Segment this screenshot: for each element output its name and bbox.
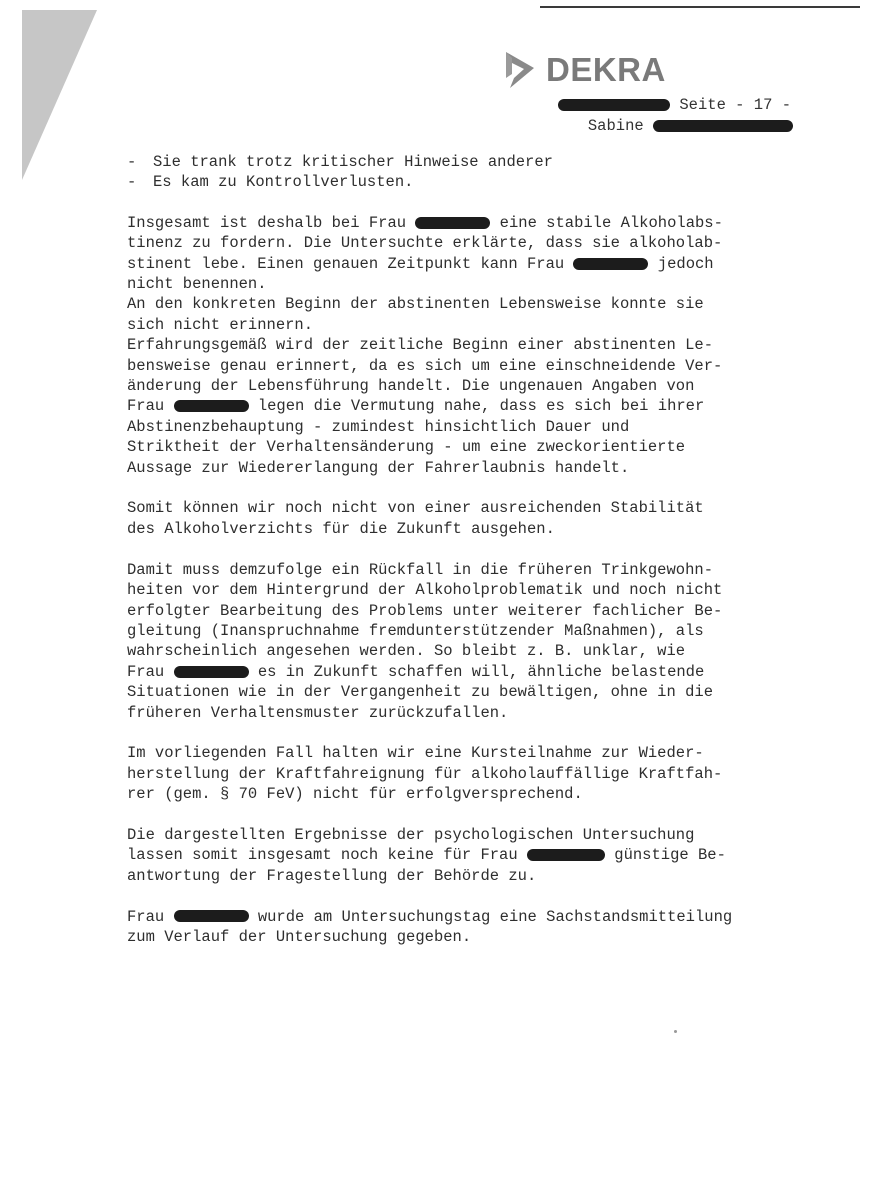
text-line: jedoch: [648, 254, 714, 273]
text-line: Abstinenzbehauptung - zumindest hinsichtlich Dauer und: [127, 417, 630, 436]
text-line: Striktheit der Verhaltensänderung - um eine zweckorientierte: [127, 438, 686, 457]
dekra-logo: [500, 46, 666, 94]
text-line: Damit muss demzufolge ein Rückfall in die früheren Trinkgewohn-: [127, 560, 713, 579]
text-line: Somit können wir noch nicht von einer ausreichenden Stabilität: [127, 499, 704, 518]
redaction-mark: [174, 910, 249, 922]
text-line: Insgesamt ist deshalb bei Frau: [127, 213, 416, 232]
text-line: gleitung (Inanspruchnahme fremdunterstützender Maßnahmen), als: [127, 621, 704, 640]
text-line: legen die Vermutung nahe, dass es sich bei ihrer: [248, 397, 705, 416]
redaction-mark: [527, 849, 605, 861]
text-line: Frau: [127, 907, 174, 926]
text-line: wurde am Untersuchungstag eine Sachstandsmitteilung: [248, 907, 733, 926]
paragraph: [127, 825, 797, 886]
paragraph: [127, 498, 797, 539]
page-number: Seite - 17 -: [679, 96, 791, 114]
text-line: Die dargestellten Ergebnisse der psychologischen Untersuchung: [127, 825, 695, 844]
dekra-arrow-icon: [500, 48, 540, 92]
text-line: Situationen wie in der Vergangenheit zu bewältigen, ohne in die: [127, 683, 713, 702]
text-line: eine stabile Alkoholabs-: [490, 213, 723, 232]
header-page-line: [558, 95, 791, 115]
paragraph: [127, 213, 797, 295]
text-line: früheren Verhaltensmuster zurückzufallen.: [127, 703, 509, 722]
scan-speck: [674, 1030, 677, 1033]
text-line: Erfahrungsgemäß wird der zeitliche Beginn einer abstinenten Le-: [127, 336, 713, 355]
text-line: es in Zukunft schaffen will, ähnliche belastende: [248, 662, 705, 681]
text-line: zum Verlauf der Untersuchung gegeben.: [127, 927, 472, 946]
paragraph: [127, 907, 797, 948]
redaction-mark: [558, 99, 670, 111]
redaction-mark: [573, 258, 648, 270]
text-line: tinenz zu fordern. Die Untersuchte erklärte, dass sie alkoholab-: [127, 234, 723, 253]
header-first-name: Sabine: [587, 117, 644, 135]
text-line: Frau: [127, 397, 174, 416]
redaction-mark: [415, 217, 490, 229]
text-line: stinent lebe. Einen genauen Zeitpunkt kann Frau: [127, 254, 574, 273]
top-rule: [540, 6, 860, 8]
text-line: herstellung der Kraftfahreignung für alkoholauffällige Kraftfah-: [127, 764, 723, 783]
text-line: lassen somit insgesamt noch keine für Frau: [127, 846, 527, 865]
list-item: - Sie trank trotz kritischer Hinweise anderer: [127, 152, 797, 172]
text-line: sich nicht erinnern.: [127, 315, 314, 334]
bullet-list: [127, 152, 797, 193]
text-line: Frau: [127, 662, 174, 681]
text-line: nicht benennen.: [127, 275, 267, 294]
text-line: antwortung der Fragestellung der Behörde zu.: [127, 866, 537, 885]
header-name-line: [588, 116, 793, 136]
dekra-logo-text: DEKRA: [546, 51, 666, 88]
body-text: [127, 152, 797, 968]
redaction-mark: [653, 120, 793, 132]
paragraph: [127, 560, 797, 723]
redaction-mark: [174, 400, 249, 412]
redaction-mark: [174, 666, 249, 678]
text-line: änderung der Lebensführung handelt. Die ungenauen Angaben von: [127, 377, 695, 396]
text-line: Im vorliegenden Fall halten wir eine Kursteilnahme zur Wieder-: [127, 744, 704, 763]
text-line: Aussage zur Wiedererlangung der Fahrerlaubnis handelt.: [127, 458, 630, 477]
text-line: wahrscheinlich angesehen werden. So bleibt z. B. unklar, wie: [127, 642, 686, 661]
text-line: günstige Be-: [604, 846, 726, 865]
text-line: rer (gem. § 70 FeV) nicht für erfolgversprechend.: [127, 785, 583, 804]
paragraph: [127, 335, 797, 478]
text-line: erfolgter Bearbeitung des Problems unter weiterer fachlicher Be-: [127, 601, 723, 620]
scan-shadow: [22, 10, 97, 180]
paragraph: [127, 743, 797, 804]
paragraph: [127, 294, 797, 335]
text-line: des Alkoholverzichts für die Zukunft ausgehen.: [127, 519, 555, 538]
text-line: An den konkreten Beginn der abstinenten Lebensweise konnte sie: [127, 295, 704, 314]
list-item: - Es kam zu Kontrollverlusten.: [127, 172, 797, 192]
text-line: bensweise genau erinnert, da es sich um eine einschneidende Ver-: [127, 356, 723, 375]
text-line: heiten vor dem Hintergrund der Alkoholproblematik und noch nicht: [127, 581, 723, 600]
